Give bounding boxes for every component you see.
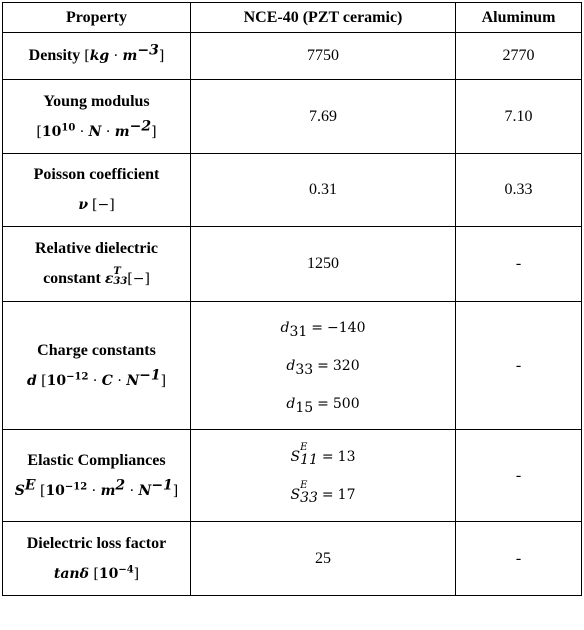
unit-m: m xyxy=(122,48,138,64)
symbol-s-sup: E xyxy=(24,476,36,493)
property-cell xyxy=(3,227,191,302)
eq-indices xyxy=(300,443,318,467)
eq-sym: d xyxy=(286,357,296,374)
pzt-value xyxy=(191,430,456,522)
header-aluminum: Aluminum xyxy=(456,3,582,33)
aluminum-value: 2770 xyxy=(456,33,582,80)
eq-sub: 33 xyxy=(300,489,318,506)
property-cell xyxy=(3,522,191,596)
epsilon-sub: 33 xyxy=(113,276,128,288)
property-cell xyxy=(3,33,191,80)
unit-m-exp: 2 xyxy=(115,476,126,493)
unit-c: C xyxy=(101,372,113,389)
unit-base: 10 xyxy=(46,372,67,389)
unit-base: 10 xyxy=(98,565,119,582)
unit-base-exp: −4 xyxy=(118,563,134,575)
properties-table xyxy=(2,2,582,596)
header-pzt: NCE-40 (PZT ceramic) xyxy=(191,3,456,33)
equation-s11 xyxy=(197,438,449,476)
table-row xyxy=(3,430,582,522)
eq-indices xyxy=(300,481,318,505)
eq-sup: E xyxy=(300,441,308,453)
header-row xyxy=(3,3,582,33)
eq-rel: = xyxy=(317,357,329,374)
aluminum-value: 7.10 xyxy=(456,80,582,154)
pzt-value: 7.69 xyxy=(191,80,456,154)
eq-sub: 33 xyxy=(295,361,314,378)
unit-m: m xyxy=(100,482,116,499)
eq-val: 17 xyxy=(337,486,356,503)
eq-sym: S xyxy=(290,448,301,465)
unit-dimensionless: [−] xyxy=(92,197,115,213)
table-row xyxy=(3,302,582,430)
pzt-value: 7750 xyxy=(191,33,456,80)
unit-base: 10 xyxy=(45,482,65,499)
unit-n-exp: −1 xyxy=(151,476,173,493)
eq-sub: 31 xyxy=(289,323,308,340)
unit-dot: · xyxy=(113,48,119,64)
property-label-line1: Relative dielectric xyxy=(34,240,159,257)
unit-n: N xyxy=(88,123,102,140)
eq-rel: = xyxy=(317,395,329,412)
header-property: Property xyxy=(3,3,191,33)
unit-dimensionless: [−] xyxy=(127,271,150,287)
eq-rel: = xyxy=(321,448,334,465)
eq-sym: d xyxy=(280,319,290,336)
eq-val: −140 xyxy=(327,319,366,336)
unit: tanδ $[10^{-4}]$ xyxy=(53,563,140,582)
eq-val: 500 xyxy=(332,395,360,412)
aluminum-value: - xyxy=(456,522,582,596)
unit-n-exp: −1 xyxy=(139,366,161,383)
equation-d15 xyxy=(197,385,449,423)
aluminum-value: - xyxy=(456,227,582,302)
eq-val: 13 xyxy=(337,448,356,465)
property-label: Young modulus xyxy=(43,92,150,110)
property-label: Density xyxy=(28,47,81,64)
pzt-value xyxy=(191,302,456,430)
unit-base-exp: −12 xyxy=(64,480,88,492)
aluminum-value: - xyxy=(456,302,582,430)
unit: $[10^{10} \cdot N \cdot m^{-2}]$ xyxy=(36,117,157,140)
pzt-value: 1250 xyxy=(191,227,456,302)
equation-d31 xyxy=(197,309,449,347)
eq-sup: E xyxy=(300,479,308,491)
unit: $[kg \cdot m^{-3}]$ xyxy=(84,42,165,64)
eq-sub: 11 xyxy=(300,451,318,468)
table-row xyxy=(3,227,582,302)
unit: d $[10^{-12} \cdot C \cdot N^{-1}]$ xyxy=(26,366,167,389)
property-cell xyxy=(3,80,191,154)
unit-kg: kg xyxy=(89,48,110,64)
table-row xyxy=(3,154,582,227)
equation-s33 xyxy=(197,476,449,514)
eq-val: 320 xyxy=(332,357,360,374)
eq-sub: 15 xyxy=(295,399,314,416)
property-label: Charge constants xyxy=(37,341,156,359)
property-label: Dielectric loss factor xyxy=(26,534,167,552)
unit-m: m xyxy=(114,123,130,140)
property-label: Elastic Compliances xyxy=(27,451,166,469)
property-cell xyxy=(3,154,191,227)
unit-base-exp: 10 xyxy=(61,121,76,133)
pzt-value: 25 xyxy=(191,522,456,596)
equation-d33 xyxy=(197,347,449,385)
aluminum-value: 0.33 xyxy=(456,154,582,227)
aluminum-value: - xyxy=(456,430,582,522)
eq-sym: S xyxy=(290,486,301,503)
property-label-line2 xyxy=(9,264,184,294)
symbol-epsilon: ε xyxy=(104,271,114,287)
pzt-value: 0.31 xyxy=(191,154,456,227)
symbol-d: d xyxy=(26,372,37,389)
table-row xyxy=(3,80,582,154)
unit-m-exp: −2 xyxy=(129,117,152,134)
symbol-tandelta: tanδ xyxy=(53,565,89,582)
property-cell xyxy=(3,430,191,522)
unit-base: 10 xyxy=(41,123,62,140)
table-row xyxy=(3,522,582,596)
table-row xyxy=(3,33,582,80)
symbol-nu: ν xyxy=(78,197,89,213)
epsilon-sup: T xyxy=(113,266,121,278)
label-constant: constant xyxy=(43,270,101,287)
unit-base-exp: −12 xyxy=(66,370,89,382)
unit-n: N xyxy=(138,482,152,499)
symbol-s: S xyxy=(14,482,25,499)
property-label: Poisson coefficient xyxy=(33,166,160,183)
eq-rel: = xyxy=(311,319,324,336)
epsilon-indices xyxy=(113,267,127,287)
unit-exp: −3 xyxy=(137,42,159,59)
eq-rel: = xyxy=(321,486,334,503)
unit xyxy=(9,190,184,220)
unit-n: N xyxy=(126,372,140,389)
property-cell xyxy=(3,302,191,430)
eq-sym: d xyxy=(286,395,296,412)
unit: $S^E$ $[10^{-12} \cdot m^2 \cdot N^{-1}]$ xyxy=(14,476,179,499)
